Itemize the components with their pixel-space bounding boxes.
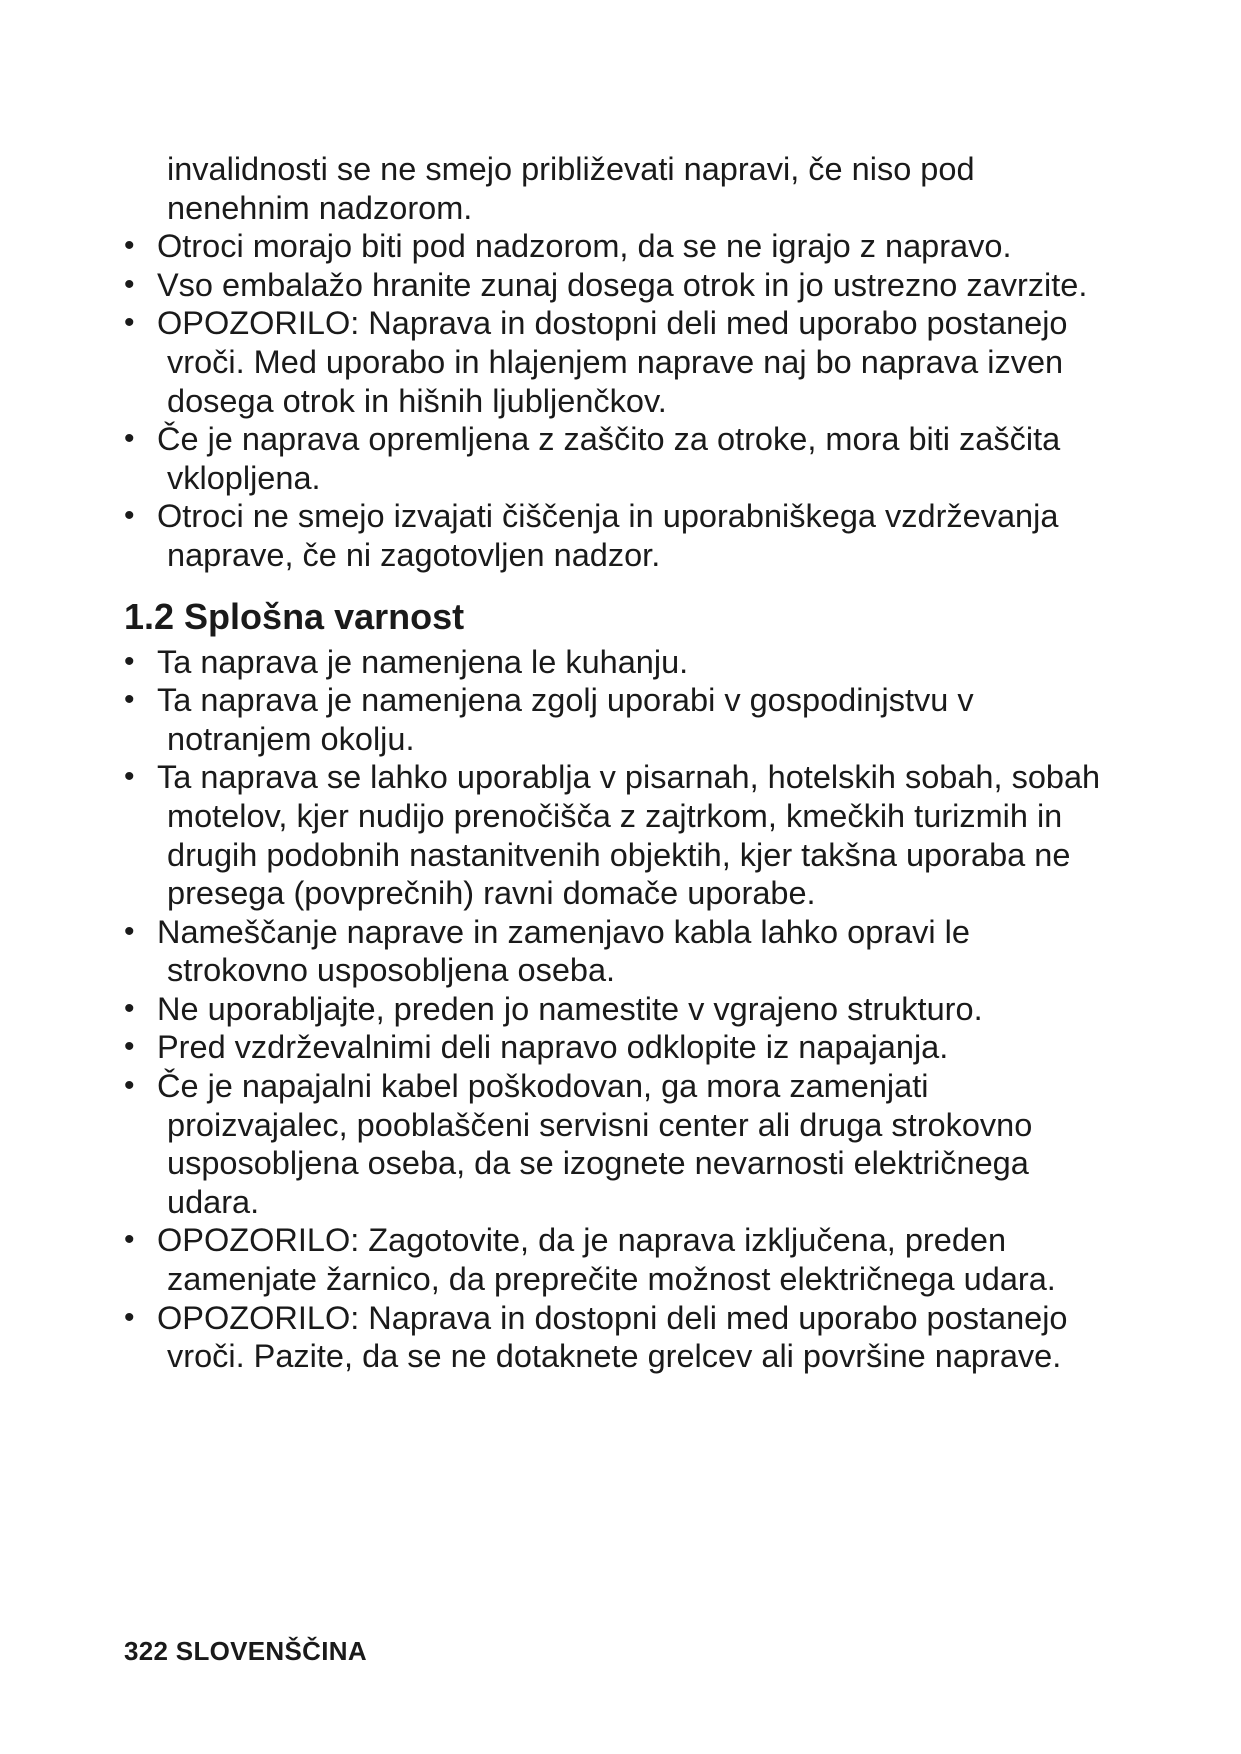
list-item xyxy=(124,1067,1104,1221)
list-item xyxy=(124,643,1104,682)
list-item-text: • OPOZORILO: Zagotovite, da je naprava izključena, preden zamenjate žarnico, da preprečite možnost električnega udara. xyxy=(157,1222,1056,1298)
list-item xyxy=(124,420,1104,497)
list-item xyxy=(124,990,1104,1029)
list-item-text: • Pred vzdrževalnimi deli napravo odklopite iz napajanja. xyxy=(157,1029,949,1066)
page-footer: 322 SLOVENŠČINA xyxy=(124,1636,367,1666)
section-heading: 1.2 Splošna varnost xyxy=(124,595,465,637)
list-item xyxy=(124,497,1104,574)
list-item-text: • Ta naprava se lahko uporablja v pisarnah, hotelskih sobah, sobah motelov, kjer nudijo prenočišča z zajtrkom, kmečkih turizmih in drugih podobnih nastanitvenih objektih, kjer takšna uporaba ne presega (povprečnih) ravni domače uporabe. xyxy=(157,759,1101,912)
list-item-text: • OPOZORILO: Naprava in dostopni deli med uporabo postanejo vroči. Med uporabo in hlajenjem naprave naj bo naprava izven dosega otrok in hišnih ljubljenčkov. xyxy=(157,305,1068,419)
list-item xyxy=(124,266,1104,305)
general-safety-list xyxy=(124,643,1104,1376)
list-item xyxy=(124,1221,1104,1298)
list-item-text: • Vso embalažo hranite zunaj dosega otrok in jo ustrezno zavrzite. xyxy=(157,266,1088,303)
page-content xyxy=(124,150,1104,1376)
list-item-text: • Nameščanje naprave in zamenjavo kabla lahko opravi le strokovno usposobljena oseba. xyxy=(157,913,970,989)
list-item-text: • Ta naprava je namenjena le kuhanju. xyxy=(157,643,689,680)
list-item-text: • Če je napajalni kabel poškodovan, ga mora zamenjati proizvajalec, pooblaščeni servisni center ali druga strokovno usposobljena oseba, da se izognete nevarnosti električnega udara. xyxy=(157,1068,1033,1220)
list-item xyxy=(124,304,1104,420)
list-item-text: • Če je naprava opremljena z zaščito za otroke, mora biti zaščita vklopljena. xyxy=(157,421,1061,496)
list-item xyxy=(124,758,1104,912)
safety-list-children xyxy=(124,150,1104,575)
list-item xyxy=(124,227,1104,266)
list-item-text: • Otroci ne smejo izvajati čiščenja in uporabniškega vzdrževanja naprave, če ni zagotovljen nadzor. xyxy=(157,498,1059,573)
list-item-text: • Otroci morajo biti pod nadzorom, da se ne igrajo z napravo. xyxy=(157,228,1012,265)
list-item-continuation xyxy=(124,150,1104,227)
list-item-text: • Ta naprava je namenjena zgolj uporabi v gospodinjstvu v notranjem okolju. xyxy=(157,682,974,757)
list-item-text: • Ne uporabljajte, preden jo namestite v vgrajeno strukturo. xyxy=(157,990,983,1027)
list-item xyxy=(124,1028,1104,1067)
list-item-text: • OPOZORILO: Naprava in dostopni deli med uporabo postanejo vroči. Pazite, da se ne dotaknete grelcev ali površine naprave. xyxy=(157,1299,1068,1375)
list-item xyxy=(124,913,1104,990)
list-item xyxy=(124,1299,1104,1376)
list-item-text: invalidnosti se ne smejo približevati napravi, če niso pod nenehnim nadzorom. xyxy=(167,151,975,226)
list-item xyxy=(124,681,1104,758)
